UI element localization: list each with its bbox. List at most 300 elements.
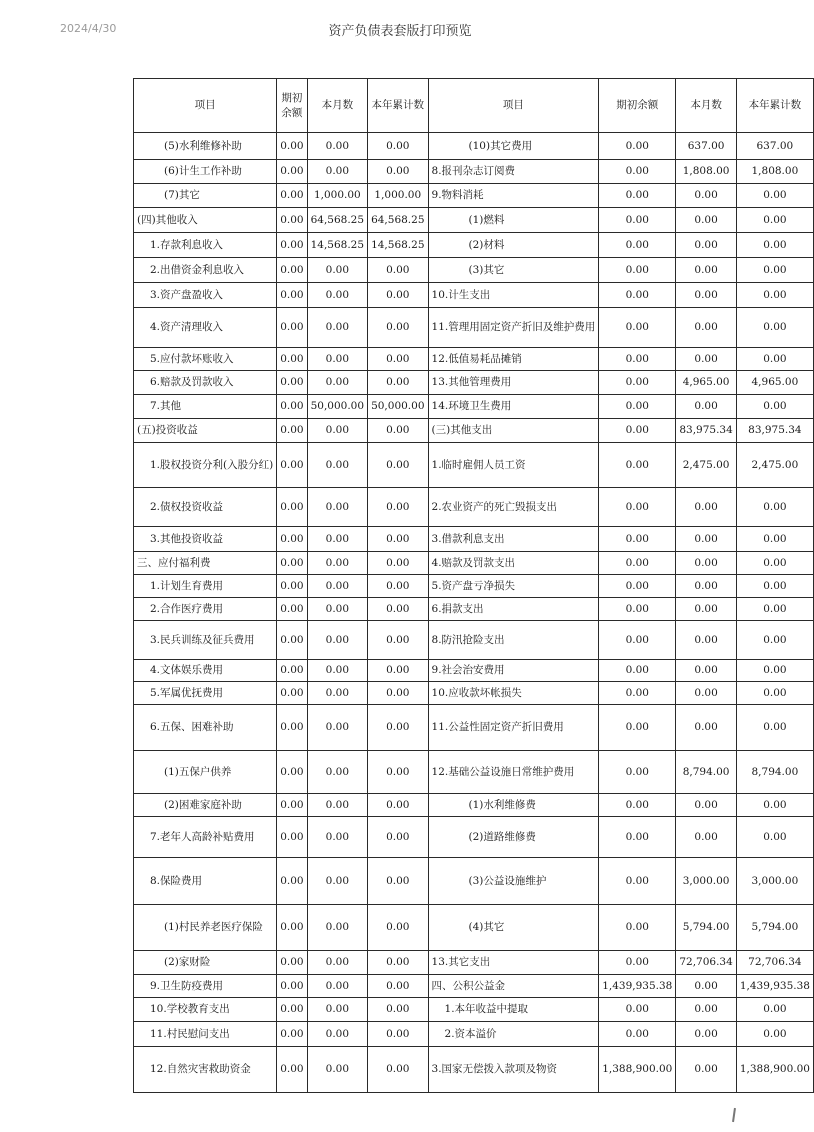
amount-cell: 0.00 bbox=[599, 133, 676, 160]
amount-cell: 1,439,935.38 bbox=[736, 975, 813, 998]
amount-cell: 0.00 bbox=[368, 598, 428, 621]
amount-cell: 1,388,900.00 bbox=[599, 1047, 676, 1093]
left-item-cell: 4.资产清理收入 bbox=[134, 308, 277, 348]
table-row bbox=[134, 160, 814, 184]
table-row bbox=[134, 794, 814, 817]
left-item-cell: (四)其他收入 bbox=[134, 208, 277, 233]
amount-cell: 0.00 bbox=[307, 1022, 367, 1047]
amount-cell: 0.00 bbox=[676, 621, 736, 660]
amount-cell: 0.00 bbox=[599, 258, 676, 283]
table-row bbox=[134, 660, 814, 682]
amount-cell: 0.00 bbox=[307, 858, 367, 905]
amount-cell: 0.00 bbox=[676, 395, 736, 419]
amount-cell: 0.00 bbox=[736, 233, 813, 258]
amount-cell: 0.00 bbox=[736, 705, 813, 751]
amount-cell: 0.00 bbox=[676, 575, 736, 598]
table-row bbox=[134, 348, 814, 371]
table-row bbox=[134, 858, 814, 905]
amount-cell: 2,475.00 bbox=[676, 443, 736, 488]
amount-cell: 0.00 bbox=[736, 1022, 813, 1047]
amount-cell: 0.00 bbox=[307, 1047, 367, 1093]
amount-cell: 0.00 bbox=[277, 283, 307, 308]
amount-cell: 0.00 bbox=[676, 1022, 736, 1047]
amount-cell: 0.00 bbox=[277, 751, 307, 794]
table-row bbox=[134, 705, 814, 751]
right-item-cell: 9.社会治安费用 bbox=[428, 660, 599, 682]
left-item-cell: (6)计生工作补助 bbox=[134, 160, 277, 184]
amount-cell: 0.00 bbox=[599, 905, 676, 951]
amount-cell: 0.00 bbox=[368, 817, 428, 858]
amount-cell: 72,706.34 bbox=[676, 951, 736, 975]
right-item-cell: (2)材料 bbox=[428, 233, 599, 258]
right-item-cell: (1)水利维修费 bbox=[428, 794, 599, 817]
left-item-cell: 2.合作医疗费用 bbox=[134, 598, 277, 621]
amount-cell: 0.00 bbox=[307, 705, 367, 751]
table-row bbox=[134, 488, 814, 527]
amount-cell: 0.00 bbox=[368, 858, 428, 905]
left-item-cell: 7.老年人高龄补贴费用 bbox=[134, 817, 277, 858]
amount-cell: 0.00 bbox=[277, 443, 307, 488]
amount-cell: 0.00 bbox=[676, 817, 736, 858]
amount-cell: 0.00 bbox=[736, 308, 813, 348]
amount-cell: 1,000.00 bbox=[368, 184, 428, 208]
left-item-cell: 12.自然灾害救助资金 bbox=[134, 1047, 277, 1093]
amount-cell: 0.00 bbox=[277, 905, 307, 951]
amount-cell: 0.00 bbox=[307, 598, 367, 621]
amount-cell: 0.00 bbox=[736, 258, 813, 283]
amount-cell: 0.00 bbox=[599, 598, 676, 621]
amount-cell: 0.00 bbox=[368, 1047, 428, 1093]
right-item-cell: 3.国家无偿拨入款项及物资 bbox=[428, 1047, 599, 1093]
amount-cell: 0.00 bbox=[277, 258, 307, 283]
amount-cell: 0.00 bbox=[277, 794, 307, 817]
amount-cell: 0.00 bbox=[368, 283, 428, 308]
amount-cell: 0.00 bbox=[307, 348, 367, 371]
amount-cell: 0.00 bbox=[736, 283, 813, 308]
amount-cell: 0.00 bbox=[277, 660, 307, 682]
table-row bbox=[134, 682, 814, 705]
left-item-cell: (2)困难家庭补助 bbox=[134, 794, 277, 817]
right-item-cell: 1.本年收益中提取 bbox=[428, 998, 599, 1022]
amount-cell: 0.00 bbox=[368, 975, 428, 998]
amount-cell: 4,965.00 bbox=[676, 371, 736, 395]
amount-cell: 50,000.00 bbox=[368, 395, 428, 419]
amount-cell: 0.00 bbox=[277, 371, 307, 395]
amount-cell: 637.00 bbox=[676, 133, 736, 160]
amount-cell: 0.00 bbox=[307, 283, 367, 308]
left-item-cell: 7.其他 bbox=[134, 395, 277, 419]
amount-cell: 0.00 bbox=[277, 1047, 307, 1093]
right-item-cell: 5.资产盘亏净损失 bbox=[428, 575, 599, 598]
table-row bbox=[134, 751, 814, 794]
amount-cell: 0.00 bbox=[307, 621, 367, 660]
table-row bbox=[134, 371, 814, 395]
amount-cell: 0.00 bbox=[368, 527, 428, 552]
amount-cell: 8,794.00 bbox=[736, 751, 813, 794]
amount-cell: 0.00 bbox=[599, 283, 676, 308]
col-header-item-right: 项目 bbox=[428, 79, 599, 133]
amount-cell: 0.00 bbox=[307, 488, 367, 527]
amount-cell: 0.00 bbox=[277, 682, 307, 705]
amount-cell: 83,975.34 bbox=[736, 419, 813, 443]
amount-cell: 0.00 bbox=[368, 705, 428, 751]
left-item-cell: 4.文体娱乐费用 bbox=[134, 660, 277, 682]
amount-cell: 0.00 bbox=[676, 705, 736, 751]
right-item-cell: 2.农业资产的死亡毁损支出 bbox=[428, 488, 599, 527]
amount-cell: 1,000.00 bbox=[307, 184, 367, 208]
amount-cell: 0.00 bbox=[599, 419, 676, 443]
amount-cell: 14,568.25 bbox=[307, 233, 367, 258]
right-item-cell: 3.借款利息支出 bbox=[428, 527, 599, 552]
amount-cell: 0.00 bbox=[676, 184, 736, 208]
left-item-cell: 5.军属优抚费用 bbox=[134, 682, 277, 705]
amount-cell: 0.00 bbox=[277, 488, 307, 527]
table-row bbox=[134, 419, 814, 443]
col-header-opening-left: 期初余额 bbox=[277, 79, 307, 133]
amount-cell: 0.00 bbox=[277, 133, 307, 160]
left-item-cell: (5)水利维修补助 bbox=[134, 133, 277, 160]
amount-cell: 0.00 bbox=[307, 575, 367, 598]
amount-cell: 0.00 bbox=[277, 817, 307, 858]
amount-cell: 0.00 bbox=[307, 905, 367, 951]
amount-cell: 0.00 bbox=[368, 160, 428, 184]
col-header-ytd-right: 本年累计数 bbox=[736, 79, 813, 133]
amount-cell: 0.00 bbox=[599, 660, 676, 682]
amount-cell: 0.00 bbox=[736, 682, 813, 705]
right-item-cell: 6.捐款支出 bbox=[428, 598, 599, 621]
amount-cell: 0.00 bbox=[368, 552, 428, 575]
amount-cell: 0.00 bbox=[736, 575, 813, 598]
amount-cell: 0.00 bbox=[676, 208, 736, 233]
amount-cell: 0.00 bbox=[307, 552, 367, 575]
left-item-cell: 11.村民慰问支出 bbox=[134, 1022, 277, 1047]
right-item-cell: (2)道路维修费 bbox=[428, 817, 599, 858]
left-item-cell: 2.债权投资收益 bbox=[134, 488, 277, 527]
table-row bbox=[134, 527, 814, 552]
amount-cell: 0.00 bbox=[676, 348, 736, 371]
amount-cell: 0.00 bbox=[736, 348, 813, 371]
amount-cell: 1,808.00 bbox=[676, 160, 736, 184]
right-item-cell: 10.应收款坏帐损失 bbox=[428, 682, 599, 705]
right-item-cell: 10.计生支出 bbox=[428, 283, 599, 308]
amount-cell: 0.00 bbox=[676, 488, 736, 527]
amount-cell: 0.00 bbox=[736, 817, 813, 858]
amount-cell: 0.00 bbox=[368, 794, 428, 817]
amount-cell: 0.00 bbox=[736, 998, 813, 1022]
amount-cell: 0.00 bbox=[277, 858, 307, 905]
amount-cell: 0.00 bbox=[599, 817, 676, 858]
right-item-cell: 14.环境卫生费用 bbox=[428, 395, 599, 419]
right-item-cell: 13.其它支出 bbox=[428, 951, 599, 975]
left-item-cell: (7)其它 bbox=[134, 184, 277, 208]
amount-cell: 0.00 bbox=[599, 395, 676, 419]
right-item-cell: (三)其他支出 bbox=[428, 419, 599, 443]
amount-cell: 0.00 bbox=[368, 905, 428, 951]
amount-cell: 0.00 bbox=[368, 682, 428, 705]
amount-cell: 0.00 bbox=[676, 794, 736, 817]
right-item-cell: 11.管理用固定资产折旧及维护费用 bbox=[428, 308, 599, 348]
left-item-cell: (1)村民养老医疗保险 bbox=[134, 905, 277, 951]
right-item-cell: (1)燃料 bbox=[428, 208, 599, 233]
amount-cell: 0.00 bbox=[307, 817, 367, 858]
table-row bbox=[134, 258, 814, 283]
right-item-cell: 四、公积公益金 bbox=[428, 975, 599, 998]
amount-cell: 0.00 bbox=[736, 395, 813, 419]
amount-cell: 0.00 bbox=[307, 443, 367, 488]
right-item-cell: 1.临时雇佣人员工资 bbox=[428, 443, 599, 488]
right-item-cell: 2.资本溢价 bbox=[428, 1022, 599, 1047]
amount-cell: 0.00 bbox=[676, 258, 736, 283]
right-item-cell: (10)其它费用 bbox=[428, 133, 599, 160]
left-item-cell: 5.应付款坏账收入 bbox=[134, 348, 277, 371]
amount-cell: 0.00 bbox=[599, 1022, 676, 1047]
left-item-cell: 1.存款利息收入 bbox=[134, 233, 277, 258]
amount-cell: 0.00 bbox=[368, 371, 428, 395]
amount-cell: 0.00 bbox=[599, 233, 676, 258]
table-body bbox=[134, 133, 814, 1093]
amount-cell: 0.00 bbox=[368, 951, 428, 975]
amount-cell: 0.00 bbox=[736, 794, 813, 817]
amount-cell: 0.00 bbox=[307, 527, 367, 552]
amount-cell: 0.00 bbox=[676, 552, 736, 575]
amount-cell: 0.00 bbox=[736, 527, 813, 552]
table-row bbox=[134, 575, 814, 598]
amount-cell: 0.00 bbox=[599, 998, 676, 1022]
right-item-cell: 12.低值易耗品摊销 bbox=[428, 348, 599, 371]
amount-cell: 0.00 bbox=[599, 443, 676, 488]
amount-cell: 0.00 bbox=[599, 552, 676, 575]
left-item-cell: (1)五保户供养 bbox=[134, 751, 277, 794]
amount-cell: 0.00 bbox=[368, 308, 428, 348]
amount-cell: 0.00 bbox=[599, 308, 676, 348]
left-item-cell: 3.其他投资收益 bbox=[134, 527, 277, 552]
right-item-cell: 12.基础公益设施日常维护费用 bbox=[428, 751, 599, 794]
amount-cell: 0.00 bbox=[599, 371, 676, 395]
amount-cell: 0.00 bbox=[736, 660, 813, 682]
left-item-cell: 1.计划生育费用 bbox=[134, 575, 277, 598]
amount-cell: 1,439,935.38 bbox=[599, 975, 676, 998]
page-title: 资产负债表套版打印预览 bbox=[328, 24, 472, 39]
table-row bbox=[134, 621, 814, 660]
right-item-cell: 4.赔款及罚款支出 bbox=[428, 552, 599, 575]
amount-cell: 0.00 bbox=[277, 348, 307, 371]
amount-cell: 0.00 bbox=[277, 705, 307, 751]
amount-cell: 5,794.00 bbox=[736, 905, 813, 951]
amount-cell: 0.00 bbox=[676, 975, 736, 998]
amount-cell: 0.00 bbox=[676, 682, 736, 705]
right-item-cell: (3)其它 bbox=[428, 258, 599, 283]
right-item-cell: (4)其它 bbox=[428, 905, 599, 951]
amount-cell: 0.00 bbox=[368, 751, 428, 794]
amount-cell: 0.00 bbox=[676, 308, 736, 348]
table-row bbox=[134, 817, 814, 858]
right-item-cell: 13.其他管理费用 bbox=[428, 371, 599, 395]
col-header-ytd-left: 本年累计数 bbox=[368, 79, 428, 133]
print-date: 2024/4/30 bbox=[60, 22, 117, 35]
right-item-cell: 9.物料消耗 bbox=[428, 184, 599, 208]
amount-cell: 0.00 bbox=[307, 308, 367, 348]
table-row bbox=[134, 184, 814, 208]
amount-cell: 0.00 bbox=[736, 621, 813, 660]
amount-cell: 0.00 bbox=[368, 348, 428, 371]
amount-cell: 0.00 bbox=[736, 552, 813, 575]
amount-cell: 0.00 bbox=[599, 208, 676, 233]
amount-cell: 0.00 bbox=[307, 258, 367, 283]
margin-mark bbox=[732, 1108, 736, 1122]
amount-cell: 0.00 bbox=[736, 184, 813, 208]
amount-cell: 0.00 bbox=[368, 575, 428, 598]
amount-cell: 0.00 bbox=[599, 751, 676, 794]
amount-cell: 0.00 bbox=[676, 1047, 736, 1093]
amount-cell: 0.00 bbox=[676, 233, 736, 258]
table-row bbox=[134, 598, 814, 621]
amount-cell: 0.00 bbox=[277, 552, 307, 575]
amount-cell: 637.00 bbox=[736, 133, 813, 160]
left-item-cell: 9.卫生防疫费用 bbox=[134, 975, 277, 998]
left-item-cell: 6.赔款及罚款收入 bbox=[134, 371, 277, 395]
amount-cell: 83,975.34 bbox=[676, 419, 736, 443]
amount-cell: 0.00 bbox=[277, 1022, 307, 1047]
amount-cell: 0.00 bbox=[599, 705, 676, 751]
amount-cell: 64,568.25 bbox=[368, 208, 428, 233]
table-row bbox=[134, 975, 814, 998]
amount-cell: 3,000.00 bbox=[676, 858, 736, 905]
amount-cell: 0.00 bbox=[368, 443, 428, 488]
amount-cell: 0.00 bbox=[676, 283, 736, 308]
left-item-cell: (五)投资收益 bbox=[134, 419, 277, 443]
left-item-cell: 1.股权投资分利(入股分红) bbox=[134, 443, 277, 488]
amount-cell: 0.00 bbox=[277, 208, 307, 233]
amount-cell: 0.00 bbox=[277, 998, 307, 1022]
table-row bbox=[134, 905, 814, 951]
amount-cell: 0.00 bbox=[368, 998, 428, 1022]
table-row bbox=[134, 1047, 814, 1093]
amount-cell: 0.00 bbox=[676, 660, 736, 682]
amount-cell: 0.00 bbox=[277, 951, 307, 975]
amount-cell: 0.00 bbox=[368, 621, 428, 660]
amount-cell: 5,794.00 bbox=[676, 905, 736, 951]
amount-cell: 0.00 bbox=[307, 751, 367, 794]
amount-cell: 0.00 bbox=[277, 233, 307, 258]
amount-cell: 0.00 bbox=[277, 621, 307, 660]
amount-cell: 0.00 bbox=[676, 998, 736, 1022]
table-row bbox=[134, 998, 814, 1022]
table-row bbox=[134, 233, 814, 258]
left-item-cell: 10.学校教育支出 bbox=[134, 998, 277, 1022]
amount-cell: 0.00 bbox=[599, 527, 676, 552]
amount-cell: 0.00 bbox=[307, 160, 367, 184]
amount-cell: 0.00 bbox=[599, 348, 676, 371]
right-item-cell: (3)公益设施维护 bbox=[428, 858, 599, 905]
amount-cell: 0.00 bbox=[599, 160, 676, 184]
table-row bbox=[134, 308, 814, 348]
table-header-row bbox=[134, 79, 814, 133]
amount-cell: 0.00 bbox=[368, 1022, 428, 1047]
amount-cell: 0.00 bbox=[676, 527, 736, 552]
amount-cell: 0.00 bbox=[599, 794, 676, 817]
left-item-cell: 三、应付福利费 bbox=[134, 552, 277, 575]
amount-cell: 0.00 bbox=[599, 184, 676, 208]
amount-cell: 0.00 bbox=[307, 998, 367, 1022]
amount-cell: 0.00 bbox=[599, 488, 676, 527]
amount-cell: 0.00 bbox=[676, 598, 736, 621]
amount-cell: 0.00 bbox=[599, 575, 676, 598]
table-row bbox=[134, 1022, 814, 1047]
amount-cell: 0.00 bbox=[277, 308, 307, 348]
table-row bbox=[134, 133, 814, 160]
amount-cell: 0.00 bbox=[599, 951, 676, 975]
amount-cell: 72,706.34 bbox=[736, 951, 813, 975]
amount-cell: 0.00 bbox=[307, 371, 367, 395]
amount-cell: 50,000.00 bbox=[307, 395, 367, 419]
amount-cell: 0.00 bbox=[599, 682, 676, 705]
amount-cell: 1,388,900.00 bbox=[736, 1047, 813, 1093]
amount-cell: 0.00 bbox=[277, 395, 307, 419]
amount-cell: 0.00 bbox=[307, 660, 367, 682]
amount-cell: 0.00 bbox=[307, 975, 367, 998]
right-item-cell: 8.报刊杂志订阅费 bbox=[428, 160, 599, 184]
amount-cell: 0.00 bbox=[368, 488, 428, 527]
amount-cell: 14,568.25 bbox=[368, 233, 428, 258]
amount-cell: 0.00 bbox=[277, 975, 307, 998]
amount-cell: 8,794.00 bbox=[676, 751, 736, 794]
left-item-cell: 8.保险费用 bbox=[134, 858, 277, 905]
amount-cell: 2,475.00 bbox=[736, 443, 813, 488]
amount-cell: 0.00 bbox=[307, 133, 367, 160]
left-item-cell: 2.出借资金利息收入 bbox=[134, 258, 277, 283]
table-row bbox=[134, 208, 814, 233]
income-expense-table bbox=[133, 78, 814, 1093]
table-row bbox=[134, 283, 814, 308]
table-row bbox=[134, 552, 814, 575]
table-row bbox=[134, 951, 814, 975]
col-header-opening-right: 期初余额 bbox=[599, 79, 676, 133]
amount-cell: 0.00 bbox=[277, 184, 307, 208]
table-row bbox=[134, 443, 814, 488]
left-item-cell: 3.民兵训练及征兵费用 bbox=[134, 621, 277, 660]
amount-cell: 3,000.00 bbox=[736, 858, 813, 905]
table-row bbox=[134, 395, 814, 419]
amount-cell: 0.00 bbox=[307, 419, 367, 443]
amount-cell: 0.00 bbox=[277, 598, 307, 621]
amount-cell: 0.00 bbox=[277, 419, 307, 443]
left-item-cell: 3.资产盘盈收入 bbox=[134, 283, 277, 308]
right-item-cell: 8.防汛抢险支出 bbox=[428, 621, 599, 660]
amount-cell: 0.00 bbox=[277, 527, 307, 552]
amount-cell: 0.00 bbox=[277, 575, 307, 598]
amount-cell: 0.00 bbox=[307, 794, 367, 817]
amount-cell: 0.00 bbox=[368, 660, 428, 682]
amount-cell: 0.00 bbox=[736, 488, 813, 527]
amount-cell: 0.00 bbox=[307, 682, 367, 705]
col-header-month-left: 本月数 bbox=[307, 79, 367, 133]
right-item-cell: 11.公益性固定资产折旧费用 bbox=[428, 705, 599, 751]
amount-cell: 0.00 bbox=[277, 160, 307, 184]
amount-cell: 0.00 bbox=[307, 951, 367, 975]
amount-cell: 0.00 bbox=[368, 133, 428, 160]
left-item-cell: 6.五保、困难补助 bbox=[134, 705, 277, 751]
amount-cell: 0.00 bbox=[368, 258, 428, 283]
amount-cell: 0.00 bbox=[599, 621, 676, 660]
col-header-item-left: 项目 bbox=[134, 79, 277, 133]
left-item-cell: (2)家财险 bbox=[134, 951, 277, 975]
amount-cell: 0.00 bbox=[599, 858, 676, 905]
amount-cell: 0.00 bbox=[736, 208, 813, 233]
amount-cell: 64,568.25 bbox=[307, 208, 367, 233]
amount-cell: 0.00 bbox=[368, 419, 428, 443]
amount-cell: 0.00 bbox=[736, 598, 813, 621]
amount-cell: 1,808.00 bbox=[736, 160, 813, 184]
